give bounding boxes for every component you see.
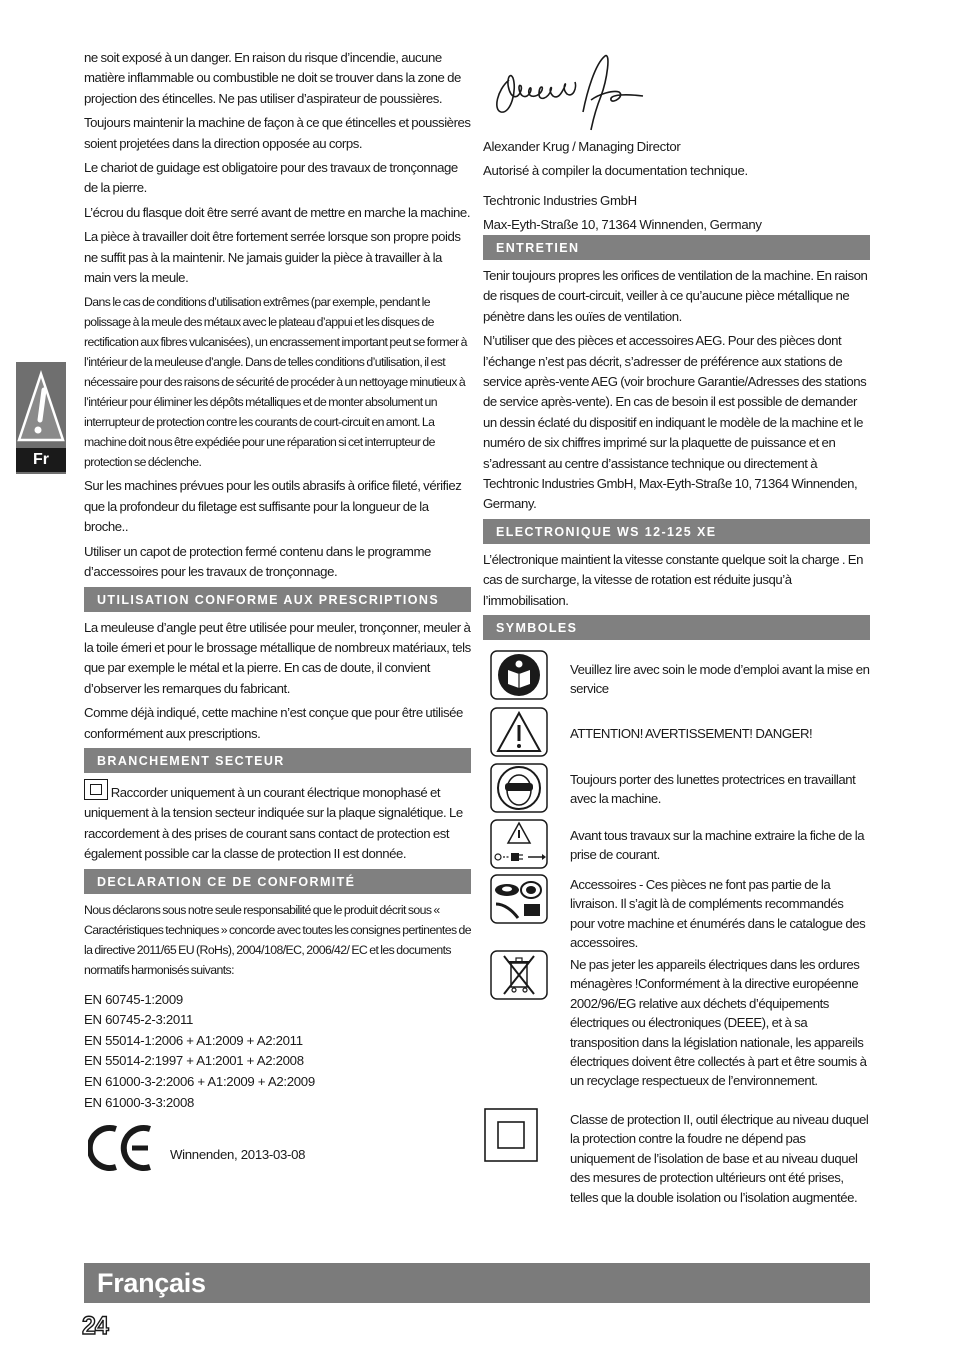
weee-bin-icon bbox=[490, 950, 548, 1000]
standard-item: EN 61000-3-2:2006 + A1:2009 + A2:2009 bbox=[84, 1073, 315, 1089]
language-code: Fr bbox=[16, 448, 66, 472]
paragraph: La meuleuse d’angle peut être utilisée pour meuler, tronçonner, meuler à la toile émeri et pour le brossage métallique de nombreux matériaux, tels que par exemple le métal et la pierre. En cas de doute, il convient d’observer les remarques du fabricant. bbox=[84, 619, 471, 696]
language-side-tab bbox=[16, 362, 66, 474]
authorized-text: Autorisé à compiler la documentation technique. bbox=[483, 163, 748, 178]
accessories-icon bbox=[490, 874, 548, 924]
symbol-text: ATTENTION! AVERTISSEMENT! DANGER! bbox=[570, 726, 813, 741]
standards-list bbox=[84, 990, 471, 1114]
symbol-text: Accessoires - Ces pièces ne font pas partie de la livraison. Il s’agit là de compléments recommandés pour votre machine et énumérés dans le catalogue des accessoires. bbox=[570, 877, 866, 951]
left-column bbox=[84, 48, 471, 1181]
company-address: Max-Eyth-Straße 10, 71364 Winnenden, Germany bbox=[483, 217, 762, 232]
symbol-text: Veuillez lire avec soin le mode d’emploi avant la mise en service bbox=[570, 662, 870, 697]
standard-item: EN 61000-3-3:2008 bbox=[84, 1094, 195, 1110]
class-ii-small-icon bbox=[84, 779, 108, 800]
signatory-block bbox=[483, 136, 870, 236]
paragraph: Sur les machines prévues pour les outils abrasifs à orifice fileté, vérifiez que la profondeur du filetage est suffisante pour la longueur de la broche.. bbox=[84, 478, 462, 535]
language-footer-bar bbox=[84, 1263, 870, 1303]
paragraph: Le chariot de guidage est obligatoire pour des travaux de tronçonnage de la pierre. bbox=[84, 160, 458, 196]
paragraph: La pièce à travailler doit être fortement serrée lorsque son propre poids ne suffit pas à la maintenir. Ne jamais guider la pièce à travailler à la main vers la meule. bbox=[84, 229, 461, 286]
section-heading-branchement: BRANCHEMENT SECTEUR bbox=[84, 748, 471, 773]
signature-image bbox=[487, 50, 647, 134]
symbol-text: Toujours porter des lunettes protectrices en travaillant avec la machine. bbox=[570, 772, 856, 807]
branchement-text: Raccorder uniquement à un courant électrique monophasé et uniquement à la tension secteur indiquée sur la plaque signalétique. Le raccordement à des prises de courant sans contact de protection est également possible car la classe de protection II est donnée. bbox=[84, 784, 463, 862]
paragraph: N’utiliser que des pièces et accessoires AEG. Pour des pièces dont l’échange n’est pas décrit, s’adresser de préférence aux stations de service après-vente AEG (voir brochure Garantie/Adresses des stations de service après-vente). En cas de besoin il est possible de demander un dessin éclaté du dispositif en indiquant le modèle de la machine et le numéro de six chiffres imprimé sur la plaquette de puissance et en s’adressant au centre d’assistance technique ou directement à Techtronic Industries GmbH, Max-Eyth-Straße 10, 71364 Winnenden, Germany. bbox=[483, 333, 867, 512]
paragraph: Comme déjà indiqué, cette machine n’est conçue que pour être utilisée conformément aux prescriptions. bbox=[84, 705, 463, 741]
paragraph: Toujours maintenir la machine de façon à ce que étincelles et poussières soient projetées dans la direction opposée au corps. bbox=[84, 115, 471, 151]
section-heading-electronique: ELECTRONIQUE WS 12-125 XE bbox=[483, 519, 870, 544]
unplug-warning-icon bbox=[490, 819, 548, 869]
warning-triangle-icon bbox=[490, 707, 548, 757]
standard-item: EN 55014-1:2006 + A1:2009 + A2:2011 bbox=[84, 1032, 303, 1048]
paragraph: ne soit exposé à un danger. En raison du risque d’incendie, aucune matière inflammable ou combustible ne doit se trouver dans la zone de projection des étincelles. Ne pas utiliser d’aspirateur de poussières. bbox=[84, 50, 461, 106]
standard-item: EN 60745-2-3:2011 bbox=[84, 1012, 194, 1028]
class-ii-insulation-icon bbox=[484, 1108, 540, 1164]
company-name: Techtronic Industries GmbH bbox=[483, 193, 637, 208]
standard-item: EN 60745-1:2009 bbox=[84, 991, 183, 1007]
right-column bbox=[483, 48, 870, 1228]
section-heading-utilisation: UTILISATION CONFORME AUX PRESCRIPTIONS bbox=[84, 587, 471, 612]
symbol-text: Avant tous travaux sur la machine extraire la fiche de la prise de courant. bbox=[570, 828, 865, 863]
symbol-text: Classe de protection II, outil électrique au niveau duquel la protection contre la foudre ne dépend pas uniquement de l’isolation de base et au niveau duquel des mesures de protection ultérieurs ont été prises, telles que la double isolation ou l’isolation augmentée. bbox=[570, 1112, 869, 1205]
read-manual-icon bbox=[490, 650, 548, 700]
paragraph: Nous déclarons sous notre seule responsabilité que le produit décrit sous « Caractéristiques techniques » concorde avec toutes les consignes pertinentes de la directive 2011/65 EU (RoHs), 2004/108/EC, 2006/42/ EC et les documents normatifs harmonisés suivants: bbox=[84, 902, 471, 977]
paragraph-branchement bbox=[84, 779, 471, 865]
footer-language: Français bbox=[97, 1268, 206, 1298]
entretien-section bbox=[483, 233, 870, 646]
ce-block bbox=[84, 1121, 471, 1181]
symbol-text: Ne pas jeter les appareils électriques dans les ordures ménagères !Conformément à la directive européenne 2002/96/EG relative aux déchets d’équipements électriques ou électroniques (DEEE), et à sa transposition dans la législation nationale, les appareils électriques doivent être collectés à part et être soumis à un recyclage respectueux de l’environnement. bbox=[570, 957, 867, 1089]
section-heading-entretien: ENTRETIEN bbox=[483, 235, 870, 260]
ce-mark-icon bbox=[88, 1123, 154, 1173]
paragraph: Tenir toujours propres les orifices de ventilation de la machine. En raison de risques de court-circuit, veiller à ce qu’aucune pièce métallique ne pénètre dans les ouïes de ventilation. bbox=[483, 268, 868, 324]
standard-item: EN 55014-2:1997 + A1:2001 + A2:2008 bbox=[84, 1053, 304, 1069]
signer-name: Alexander Krug / Managing Director bbox=[483, 139, 681, 154]
page-number: 24 bbox=[82, 1312, 108, 1340]
section-heading-symboles: SYMBOLES bbox=[483, 615, 870, 640]
paragraph: L’écrou du flasque doit être serré avant de mettre en marche la machine. bbox=[84, 204, 471, 220]
symbols-list bbox=[483, 650, 870, 1230]
paragraph: L’électronique maintient la vitesse constante quelque soit la charge . En cas de surcharge, la vitesse de rotation est réduite jusqu’à l’immobilisation. bbox=[483, 551, 864, 608]
paragraph: Dans le cas de conditions d’utilisation extrêmes (par exemple, pendant le polissage à la meule des métaux avec le plateau d’appui et les disques de rectification aux fibres vulcanisées), un encrassement important peut se former à l’intérieur de la meuleuse d’angle. Dans de telles conditions d’utilisation, il est nécessaire pour des raisons de sécurité de procéder à un nettoyage minutieux à l’intérieur pour éliminer les dépôts métalliques et de monter absolument un interrupteur de protection contre les courants de court-circuit en amont. La machine doit nous être expédiée pour une réparation si cet interrupteur de protection se déclenche. bbox=[84, 295, 467, 470]
section-heading-declaration: DECLARATION CE DE CONFORMITÉ bbox=[84, 869, 471, 894]
paragraph: Utiliser un capot de protection fermé contenu dans le programme d’accessoires pour les travaux de tronçonnage. bbox=[84, 543, 431, 580]
warning-exclamation-icon bbox=[16, 368, 66, 446]
place-date: Winnenden, 2013-03-08 bbox=[170, 1147, 306, 1163]
safety-goggles-icon bbox=[490, 763, 548, 813]
